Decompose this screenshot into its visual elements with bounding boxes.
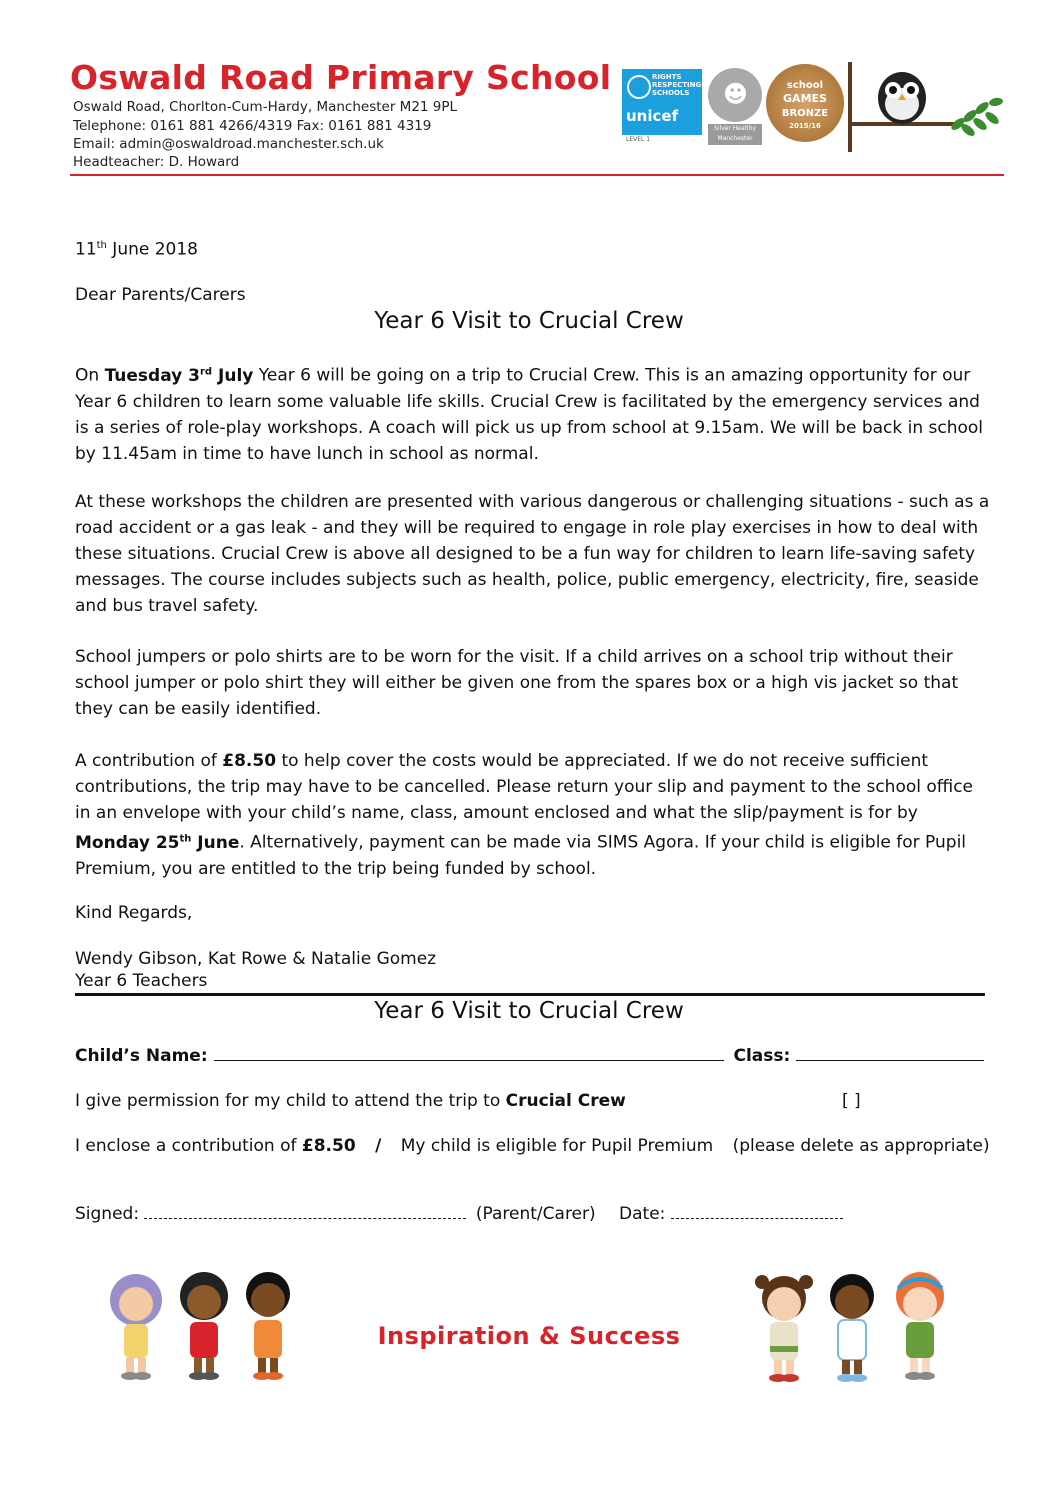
p4-deadline-suffix: th	[179, 833, 192, 844]
owl-on-branch-logo	[846, 62, 1006, 154]
delete-note: (please delete as appropriate)	[732, 1136, 990, 1156]
p4-deadline-month: June	[191, 832, 240, 853]
contribution-row	[75, 1136, 990, 1156]
rrs-text: RIGHTS RESPECTING SCHOOLS	[652, 73, 702, 97]
p4-deadline-day: Monday 25	[75, 832, 180, 853]
class-field[interactable]	[796, 1046, 984, 1061]
permission-checkbox[interactable]: [ ]	[842, 1091, 861, 1111]
signatory-role: Year 6 Teachers	[75, 971, 208, 991]
p1-date-month: July	[212, 365, 254, 386]
header-divider	[70, 174, 1004, 176]
school-name: Oswald Road Primary School	[70, 58, 612, 97]
p1-date-day: Tuesday 3	[104, 365, 200, 386]
games-text-school: school	[786, 80, 824, 91]
games-text-year: 2015/16	[789, 122, 821, 130]
contribution-text: I enclose a contribution of	[75, 1136, 302, 1156]
date-suffix: th	[96, 240, 107, 251]
healthy-schools-caption: Silver Healthy Manchester	[708, 124, 762, 145]
school-address: Oswald Road, Chorlton-Cum-Hardy, Manchester M21 9PL	[73, 99, 458, 115]
contribution-separator: /	[375, 1136, 382, 1156]
games-text-games: GAMES	[783, 92, 827, 105]
school-games-bronze-logo	[766, 64, 844, 142]
signed-label: Signed:	[75, 1204, 140, 1224]
signatories: Wendy Gibson, Kat Rowe & Natalie Gomez	[75, 949, 437, 969]
child-name-field[interactable]	[214, 1046, 724, 1061]
date-label: Date:	[619, 1204, 666, 1224]
letter-date	[75, 233, 990, 263]
permission-trip: Crucial Crew	[505, 1091, 626, 1111]
p4-text-b: to help cover the costs would be appreciated. If we do not receive sufficient contributions, the trip may have to be cancelled. Please return your slip and payment to the school office in an envelope with your child’s name, class, amount enclosed and what the slip/payment is for by	[75, 751, 974, 823]
p4-deadline	[75, 833, 239, 853]
paragraph-1	[75, 359, 990, 467]
salutation: Dear Parents/Carers	[75, 285, 246, 305]
slip-divider	[75, 993, 985, 996]
contribution-amount: £8.50	[301, 1136, 356, 1156]
school-email: Email: admin@oswaldroad.manchester.sch.uk	[73, 136, 384, 152]
parent-carer-label: (Parent/Carer)	[475, 1204, 596, 1224]
class-label: Class:	[733, 1046, 791, 1066]
p4-text-a: A contribution of	[75, 751, 223, 771]
p4-amount: £8.50	[222, 751, 277, 771]
family-icon: ☻	[723, 80, 749, 108]
p4-text-c: . Alternatively, payment can be made via SIMS Agora. If your child is eligible for Pupil Premium, you are entitled to the trip being funded by school.	[75, 832, 967, 879]
globe-icon	[627, 75, 651, 99]
rights-respecting-schools-logo	[622, 69, 702, 135]
date-day: 11	[75, 239, 97, 260]
letter-title: Year 6 Visit to Crucial Crew	[374, 308, 684, 334]
unicef-text: unicef	[626, 107, 679, 125]
p1-date-suffix: rd	[200, 366, 213, 377]
headteacher: Headteacher: D. Howard	[73, 154, 240, 170]
p1-date	[105, 366, 254, 386]
p1-text-a: On	[75, 365, 105, 386]
p1-text-b: Year 6 will be going on a trip to Crucial Crew. This is an amazing opportunity for our Year 6 children to learn some valuable life skills. Crucial Crew is facilitated by the emergency services and is a series of role-play workshops. A coach will pick us up from school at 9.15am. We will be back in school by 11.45am in time to have lunch in school as normal.	[75, 365, 984, 464]
closing: Kind Regards,	[75, 903, 193, 923]
slip-title: Year 6 Visit to Crucial Crew	[374, 998, 684, 1024]
healthy-schools-logo	[708, 68, 762, 122]
pupil-premium-text: My child is eligible for Pupil Premium	[400, 1136, 714, 1156]
paragraph-2: At these workshops the children are presented with various dangerous or challenging situations - such as a road accident or a gas leak - and they will be required to engage in role play exercises in how to deal with these situations. Crucial Crew is above all designed to be a fun way for children to learn life-saving safety messages. The course includes subjects such as health, police, public emergency, electricity, fire, seaside and bus travel safety.	[75, 492, 990, 616]
unicef-level: LEVEL 1	[626, 136, 651, 143]
child-name-label: Child’s Name:	[75, 1046, 208, 1066]
child-name-row	[75, 1046, 984, 1066]
signature-field[interactable]	[144, 1204, 466, 1219]
signature-row	[75, 1204, 843, 1224]
games-text-bronze: BRONZE	[781, 108, 829, 119]
permission-text: I give permission for my child to attend the trip to	[75, 1091, 506, 1111]
paragraph-3: School jumpers or polo shirts are to be worn for the visit. If a child arrives on a school trip without their school jumper or polo shirt they will either be given one from the spares box or a high vis jacket so that they can be easily identified.	[75, 647, 959, 719]
children-illustration-right	[748, 1266, 964, 1388]
paragraph-4	[75, 748, 990, 882]
school-telephone: Telephone: 0161 881 4266/4319 Fax: 0161 881 4319	[73, 118, 432, 134]
footer-tagline: Inspiration & Success	[377, 1322, 681, 1350]
permission-row	[75, 1091, 626, 1111]
date-rest: June 2018	[106, 239, 198, 260]
date-field[interactable]	[671, 1204, 843, 1219]
